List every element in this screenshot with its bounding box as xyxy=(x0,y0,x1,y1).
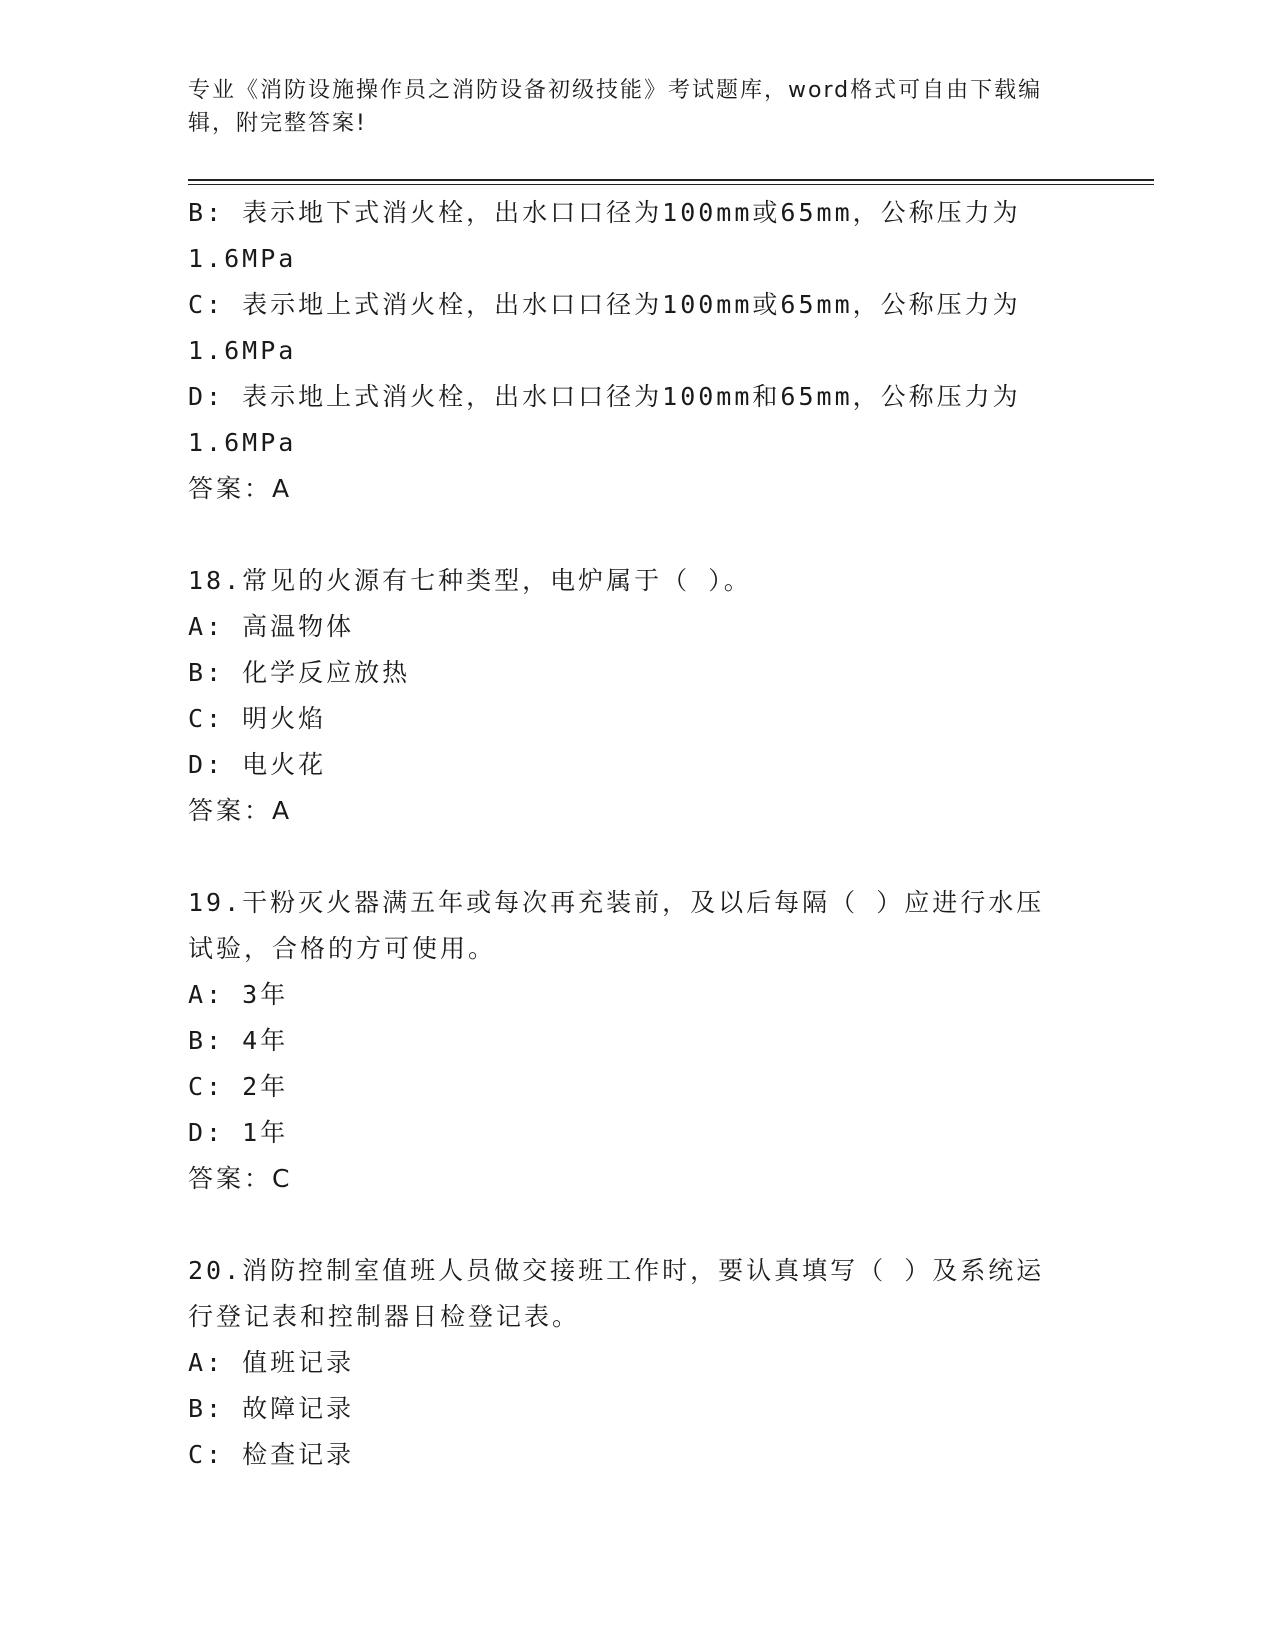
option-c: C: 检查记录 xyxy=(188,1440,355,1469)
option-c: C: 表示地上式消火栓，出水口口径为100mm或65mm，公称压力为 xyxy=(188,290,1021,319)
option-a: A: 高温物体 xyxy=(188,612,355,641)
answer-label: 答案：C xyxy=(188,1164,293,1193)
option-b-wrap: 1.6MPa xyxy=(188,244,297,273)
option-d: D: 表示地上式消火栓，出水口口径为100mm和65mm，公称压力为 xyxy=(188,382,1021,411)
option-c: C: 明火焰 xyxy=(188,704,327,733)
question-17-continued xyxy=(188,190,1088,512)
header-divider-thin xyxy=(188,184,1154,185)
option-c-wrap: 1.6MPa xyxy=(188,336,297,365)
option-b: B: 表示地下式消火栓，出水口口径为100mm或65mm，公称压力为 xyxy=(188,198,1021,227)
option-a: A: 3年 xyxy=(188,980,289,1009)
header-line-2: 辑，附完整答案! xyxy=(188,111,367,136)
option-b: B: 4年 xyxy=(188,1026,289,1055)
option-b: B: 化学反应放热 xyxy=(188,658,411,687)
question-20 xyxy=(188,1248,1088,1478)
question-content xyxy=(188,190,1088,1478)
option-b: B: 故障记录 xyxy=(188,1394,355,1423)
answer-label: 答案：A xyxy=(188,474,293,503)
question-stem: 18.常见的火源有七种类型，电炉属于（ ）。 xyxy=(188,566,752,595)
question-19 xyxy=(188,880,1088,1202)
answer-label: 答案：A xyxy=(188,796,293,825)
option-d: D: 1年 xyxy=(188,1118,289,1147)
question-stem-wrap: 试验，合格的方可使用。 xyxy=(188,934,497,963)
header-divider-thick xyxy=(188,179,1154,181)
option-a: A: 值班记录 xyxy=(188,1348,355,1377)
option-d-wrap: 1.6MPa xyxy=(188,428,297,457)
question-stem: 20.消防控制室值班人员做交接班工作时，要认真填写（ ）及系统运 xyxy=(188,1256,1045,1285)
option-c: C: 2年 xyxy=(188,1072,289,1101)
question-stem: 19.干粉灭火器满五年或每次再充装前，及以后每隔（ ）应进行水压 xyxy=(188,888,1045,917)
question-stem-wrap: 行登记表和控制器日检登记表。 xyxy=(188,1302,581,1331)
question-18 xyxy=(188,558,1088,834)
option-d: D: 电火花 xyxy=(188,750,327,779)
header-line-1: 专业《消防设施操作员之消防设备初级技能》考试题库，word格式可自由下载编 xyxy=(188,78,1043,103)
document-header xyxy=(188,74,1088,140)
